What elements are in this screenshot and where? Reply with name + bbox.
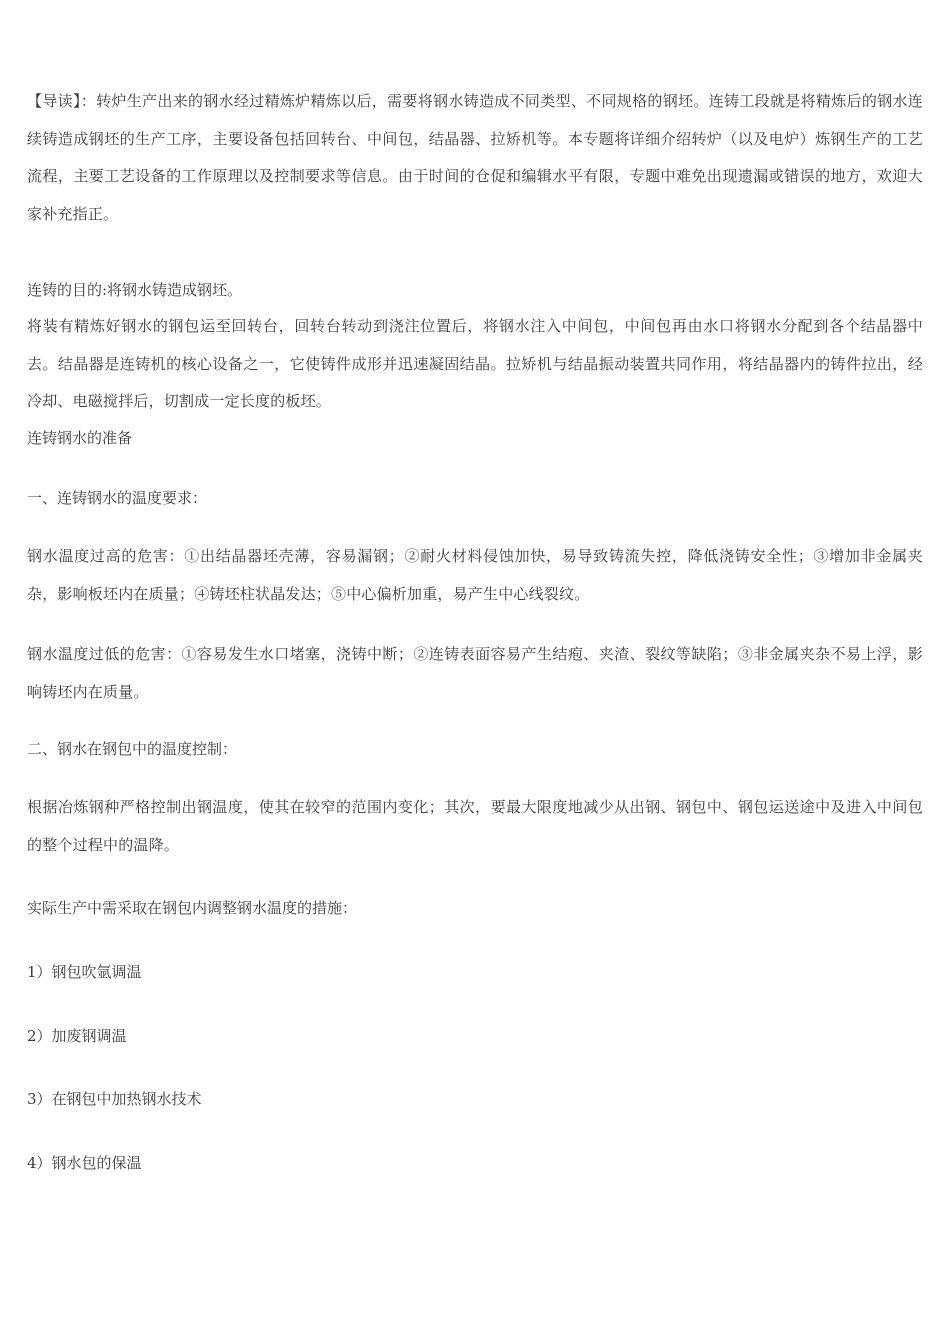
list-item: 1）钢包吹氩调温	[27, 963, 142, 981]
list-item: 2）加废钢调温	[27, 1027, 127, 1045]
control-paragraph: 根据冶炼钢种严格控制出钢温度，使其在较窄的范围内变化；其次，要最大限度地减少从出钢、钢包中、钢包运送途中及进入中间包的整个过程中的温降。	[27, 798, 923, 854]
measures-heading: 实际生产中需采取在钢包内调整钢水温度的措施：	[27, 899, 358, 917]
section-1-heading: 一、连铸钢水的温度要求：	[27, 489, 208, 507]
list-item: 4）钢水包的保温	[27, 1154, 142, 1172]
purpose-title: 连铸的目的:将钢水铸造成钢坯。	[27, 281, 243, 299]
purpose-paragraph: 将装有精炼好钢水的钢包运至回转台，回转台转动到浇注位置后，将钢水注入中间包，中间包再由水口将钢水分配到各个结晶器中去。结晶器是连铸机的核心设备之一，它使铸件成形并迅速凝固结晶。拉矫机与结晶振动装置共同作用，将结晶器内的铸件拉出，经冷却、电磁搅拌后，切割成一定长度的板坯。	[27, 317, 923, 410]
high-temp-paragraph: 钢水温度过高的危害：①出结晶器坯壳薄，容易漏钢；②耐火材料侵蚀加快，易导致铸流失控，降低浇铸安全性；③增加非金属夹杂，影响板坯内在质量；④铸坯柱状晶发达；⑤中心偏析加重，易产生中心线裂纹。	[27, 547, 923, 603]
intro-paragraph: 【导读】：转炉生产出来的钢水经过精炼炉精炼以后，需要将钢水铸造成不同类型、不同规格的钢坯。连铸工段就是将精炼后的钢水连续铸造成钢坯的生产工序，主要设备包括回转台、中间包，结晶器、拉矫机等。本专题将详细介绍转炉（以及电炉）炼钢生产的工艺流程，主要工艺设备的工作原理以及控制要求等信息。由于时间的仓促和编辑水平有限，专题中难免出现遗漏或错误的地方，欢迎大家补充指正。	[27, 92, 923, 223]
list-item: 3）在钢包中加热钢水技术	[27, 1090, 202, 1108]
prep-heading: 连铸钢水的准备	[27, 429, 133, 447]
section-2-heading: 二、钢水在钢包中的温度控制：	[27, 740, 238, 758]
low-temp-paragraph: 钢水温度过低的危害：①容易发生水口堵塞，浇铸中断；②连铸表面容易产生结疱、夹渣、裂纹等缺陷；③非金属夹杂不易上浮，影响铸坯内在质量。	[27, 645, 923, 701]
